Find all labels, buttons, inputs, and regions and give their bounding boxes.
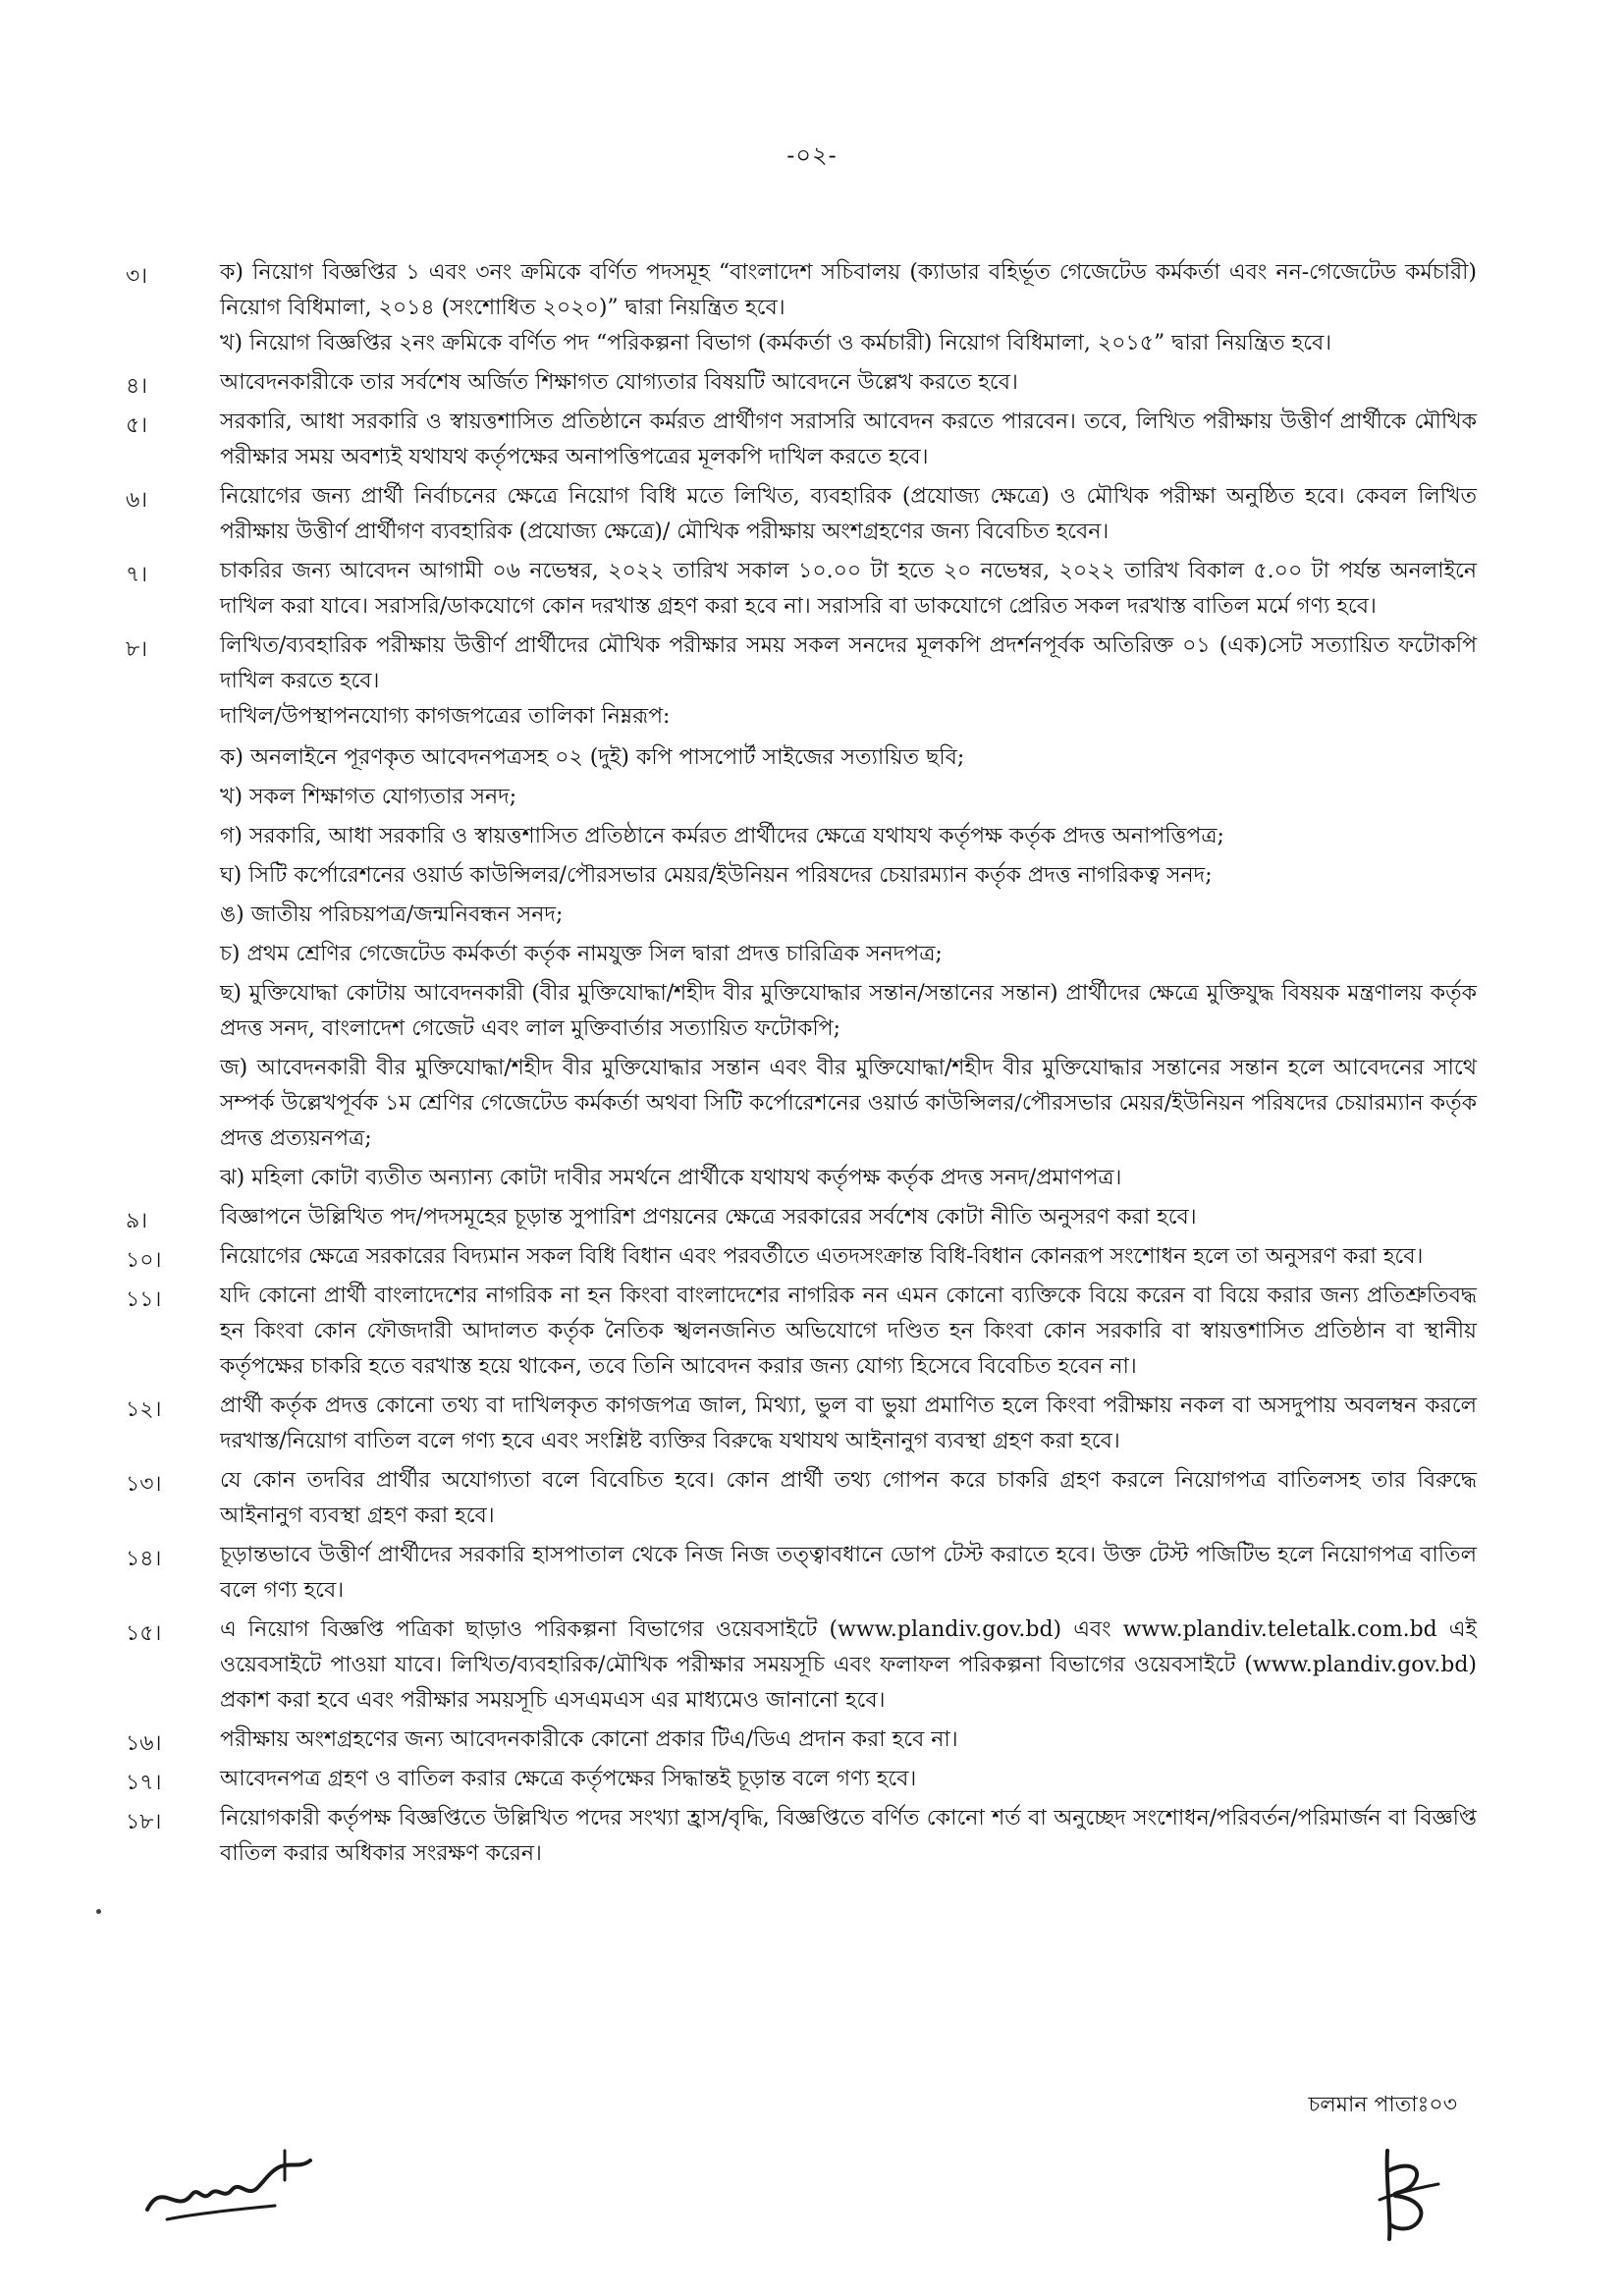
- checklist-item: জ) আবেদনকারী বীর মুক্তিযোদ্ধা/শহীদ বীর মুক্তিযোদ্ধার সন্তান এবং বীর মুক্তিযোদ্ধা/শহীদ বীর মুক্তিযোদ্ধার সন্তানের সন্তান হলে আবেদনের সাথে সম্পর্ক উল্লেখপূর্বক ১ম শ্রেণির গেজেটেড কর্মকর্তা অথবা সিটি কর্পোরেশনের ওয়ার্ড কাউন্সিলর/পৌরসভার মেয়র/ইউনিয়ন পরিষদের চেয়ারম্যান কর্তৃক প্রদত্ত প্রত্যয়নপত্র;: [220, 1056, 1477, 1151]
- clause-paragraph: চাকরির জন্য আবেদন আগামী ০৬ নভেম্বর, ২০২২ তারিখ সকাল ১০.০০ টা হতে ২০ নভেম্বর, ২০২২ তারিখ বিকাল ৫.০০ টা পর্যন্ত অনলাইনে দাখিল করা যাবে। সরাসরি/ডাকযোগে কোন দরখাস্ত গ্রহণ করা হবে না। সরাসরি বা ডাকযোগে প্রেরিত সকল দরখাস্ত বাতিল মর্মে গণ্য হবে।: [220, 559, 1477, 619]
- checklist-item: চ) প্রথম শ্রেণির গেজেটেড কর্মকর্তা কর্তৃক নামযুক্ত সিল দ্বারা প্রদত্ত চারিত্রিক সনদপত্র;: [220, 942, 943, 966]
- clause-body: [220, 1239, 1477, 1275]
- clause: [0, 1389, 1624, 1459]
- clause-body: [220, 1200, 1477, 1235]
- clause-paragraph: আবেদনপত্র গ্রহণ ও বাতিল করার ক্ষেত্রে কর্তৃপক্ষের সিদ্ধান্তই চূড়ান্ত বলে গণ্য হবে।: [220, 1767, 917, 1791]
- checklist-item: ছ) মুক্তিযোদ্ধা কোটায় আবেদনকারী (বীর মুক্তিযোদ্ধা/শহীদ বীর মুক্তিযোদ্ধার সন্তান/সন্তানের সন্তান) প্রার্থীদের ক্ষেত্রে মুক্তিযুদ্ধ বিষয়ক মন্ত্রণালয় কর্তৃক প্রদত্ত সনদ, বাংলাদেশ গেজেট এবং লাল মুক্তিবার্তার সত্যায়িত ফটোকপি;: [220, 981, 1477, 1041]
- clause-body: [220, 1279, 1477, 1385]
- clause-paragraph: খ) নিয়োগ বিজ্ঞপ্তির ২নং ক্রমিকে বর্ণিত পদ “পরিকল্পনা বিভাগ (কর্মকর্তা ও কর্মচারী) নিয়োগ বিধিমালা, ২০১৫” দ্বারা নিয়ন্ত্রিত হবে।: [220, 331, 1332, 355]
- clause: [0, 629, 1624, 1196]
- clause: [0, 479, 1624, 550]
- clause-number: ১৫।: [126, 1621, 162, 1646]
- clause: [0, 1239, 1624, 1275]
- clause-paragraph: পরীক্ষায় অংশগ্রহণের জন্য আবেদনকারীকে কোনো প্রকার টিএ/ডিএ প্রদান করা হবে না।: [220, 1727, 958, 1752]
- checklist-item: ঘ) সিটি কর্পোরেশনের ওয়ার্ড কাউন্সিলর/পৌরসভার মেয়র/ইউনিয়ন পরিষদের চেয়ারম্যান কর্তৃক প্রদত্ত নাগরিকত্ব সনদ;: [220, 863, 1213, 888]
- checklist-item: খ) সকল শিক্ষাগত যোগ্যতার সনদ;: [220, 785, 517, 809]
- clause-list: [0, 255, 1624, 1876]
- clause-paragraph: ক) নিয়োগ বিজ্ঞপ্তির ১ এবং ৩নং ক্রমিকে বর্ণিত পদসমূহ “বাংলাদেশ সচিবালয় (ক্যাডার বহির্ভূত গেজেটেড কর্মকর্তা এবং নন-গেজেটেড কর্মচারী) নিয়োগ বিধিমালা, ২০১৪ (সংশোধিত ২০২০)” দ্বারা নিয়ন্ত্রিত হবে।: [220, 260, 1477, 320]
- clause: [0, 255, 1624, 361]
- clause-body: [220, 1389, 1477, 1459]
- clause-paragraph: লিখিত/ব্যবহারিক পরীক্ষায় উত্তীর্ণ প্রার্থীদের মৌখিক পরীক্ষার সময় সকল সনদের মূলকপি প্রদর্শনপূর্বক অতিরিক্ত ০১ (এক)সেট সত্যায়িত ফটোকপি দাখিল করতে হবে।: [220, 633, 1477, 693]
- clause-number: ১৪।: [126, 1547, 162, 1571]
- clause-paragraph: এ নিয়োগ বিজ্ঞপ্তি পত্রিকা ছাড়াও পরিকল্পনা বিভাগের ওয়েবসাইটে (www.plandiv.gov.bd) এবং www.plandiv.teletalk.com.bd এই ওয়েবসাইটে পাওয়া যাবে। লিখিত/ব্যবহারিক/মৌখিক পরীক্ষার সময়সূচি এবং ফলাফল পরিকল্পনা বিভাগের ওয়েবসাইটে (www.plandiv.gov.bd) প্রকাশ করা হবে এবং পরীক্ষার সময়সূচি এসএমএস এর মাধ্যমেও জানানো হবে।: [220, 1617, 1477, 1713]
- clause-paragraph: আবেদনকারীকে তার সর্বশেষ অর্জিত শিক্ষাগত যোগ্যতার বিষয়টি আবেদনে উল্লেখ করতে হবে।: [220, 370, 1018, 395]
- clause-paragraph: সরকারি, আধা সরকারি ও স্বায়ত্তশাসিত প্রতিষ্ঠানে কর্মরত প্রার্থীগণ সরাসরি আবেদন করতে পারবেন। তবে, লিখিত পরীক্ষায় উত্তীর্ণ প্রার্থীকে মৌখিক পরীক্ষার সময় অবশ্যই যথাযথ কর্তৃপক্ষের অনাপত্তিপত্রের মূলকপি দাখিল করতে হবে।: [220, 410, 1477, 469]
- continued-note: চলমান পাতাঃ০৩: [1308, 2093, 1457, 2117]
- clause-number: ১১।: [126, 1287, 162, 1312]
- document-checklist: [220, 740, 1477, 1196]
- clause: [0, 405, 1624, 475]
- clause-paragraph: নিয়োগের জন্য প্রার্থী নির্বাচনের ক্ষেত্রে নিয়োগ বিধি মতে লিখিত, ব্যবহারিক (প্রযোজ্য ক্ষেত্রে) ও মৌখিক পরীক্ষা অনুষ্ঠিত হবে। কেবল লিখিত পরীক্ষায় উত্তীর্ণ প্রার্থীগণ ব্যবহারিক (প্রযোজ্য ক্ষেত্রে)/ মৌখিক পরীক্ষায় অংশগ্রহণের জন্য বিবেচিত হবেন।: [220, 484, 1477, 544]
- clause: [0, 1279, 1624, 1385]
- clause-number: ৬।: [126, 488, 148, 513]
- clause: [0, 1538, 1624, 1609]
- checklist-item: ঙ) জাতীয় পরিচয়পত্র/জন্মনিবন্ধন সনদ;: [220, 902, 564, 927]
- clause-paragraph: নিয়োগকারী কর্তৃপক্ষ বিজ্ঞপ্তিতে উল্লিখিত পদের সংখ্যা হ্রাস/বৃদ্ধি, বিজ্ঞপ্তিতে বর্ণিত কোনো শর্ত বা অনুচ্ছেদ সংশোধন/পরিবর্তন/পরিমার্জন বা বিজ্ঞপ্তি বাতিল করার অধিকার সংরক্ষণ করেন।: [220, 1806, 1477, 1866]
- clause-body: [220, 554, 1477, 625]
- clause: [0, 365, 1624, 401]
- clause-paragraph: যে কোন তদবির প্রার্থীর অযোগ্যতা বলে বিবেচিত হবে। কোন প্রার্থী তথ্য গোপন করে চাকরি গ্রহণ করলে নিয়োগপত্র বাতিলসহ তার বিরুদ্ধে আইনানুগ ব্যবস্থা গ্রহণ করা হবে।: [220, 1468, 1477, 1528]
- clause-body: [220, 479, 1477, 550]
- clause-paragraph: যদি কোনো প্রার্থী বাংলাদেশের নাগরিক না হন কিংবা বাংলাদেশের নাগরিক নন এমন কোনো ব্যক্তিকে বিয়ে করেন বা বিয়ে করার জন্য প্রতিশ্রুতিবদ্ধ হন কিংবা কোন ফৌজদারী আদালত কর্তৃক নৈতিক স্খলনজনিত অভিযোগে দণ্ডিত হন কিংবা কোন সরকারি বা স্বায়ত্তশাসিত প্রতিষ্ঠান বা স্থানীয় কর্তৃপক্ষের চাকরি হতে বরখাস্ত হয়ে থাকেন, তবে তিনি আবেদন করার জন্য যোগ্য হিসেবে বিবেচিত হবেন না।: [220, 1284, 1477, 1379]
- clause-paragraph: নিয়োগের ক্ষেত্রে সরকারের বিদ্যমান সকল বিধি বিধান এবং পরবর্তীতে এতদসংক্রান্ত বিধি-বিধান কোনরূপ সংশোধন হলে তা অনুসরণ করা হবে।: [220, 1244, 1424, 1269]
- clause-number: ১২।: [126, 1397, 162, 1422]
- clause-body: [220, 1722, 1477, 1758]
- clause-number: ৪।: [126, 374, 148, 399]
- clause-body: [220, 1801, 1477, 1872]
- clause-number: ১৬।: [126, 1731, 162, 1756]
- clause: [0, 1463, 1624, 1534]
- clause-body: [220, 629, 1477, 1196]
- clause-body: [220, 1463, 1477, 1534]
- margin-dot: [96, 1909, 101, 1914]
- clause-number: ৮।: [126, 637, 148, 662]
- clause-number: ৩।: [126, 264, 148, 289]
- clause-number: ১৩।: [126, 1472, 162, 1497]
- clause: [0, 1722, 1624, 1758]
- checklist-item: গ) সরকারি, আধা সরকারি ও স্বায়ত্তশাসিত প্রতিষ্ঠানে কর্মরত প্রার্থীদের ক্ষেত্রে যথাযথ কর্তৃপক্ষ কর্তৃক প্রদত্ত অনাপত্তিপত্র;: [220, 824, 1224, 848]
- clause-paragraph: দাখিল/উপস্থাপনযোগ্য কাগজপত্রের তালিকা নিম্নরূপ:: [220, 704, 671, 729]
- clause-number: ১৮।: [126, 1810, 162, 1834]
- clause-body: [220, 365, 1477, 401]
- clause: [0, 554, 1624, 625]
- clause-number: ৭।: [126, 563, 148, 587]
- clause-body: [220, 255, 1477, 361]
- handwritten-initials-icon: [1370, 2141, 1448, 2249]
- clause-body: [220, 1762, 1477, 1797]
- clause-paragraph: বিজ্ঞাপনে উল্লিখিত পদ/পদসমূহের চূড়ান্ত সুপারিশ প্রণয়নের ক্ষেত্রে সরকারের সর্বশেষ কোটা নীতি অনুসরণ করা হবে।: [220, 1205, 1197, 1230]
- clause-paragraph: চূড়ান্তভাবে উত্তীর্ণ প্রার্থীদের সরকারি হাসপাতাল থেকে নিজ নিজ তত্ত্বাবধানে ডোপ টেস্ট করাতে হবে। উক্ত টেস্ট পজিটিভ হলে নিয়োগপত্র বাতিল বলে গণ্য হবে।: [220, 1543, 1477, 1603]
- clause-number: ১০।: [126, 1248, 162, 1273]
- clause: [0, 1801, 1624, 1872]
- clause-number: ৯।: [126, 1209, 148, 1233]
- clause-paragraph: প্রার্থী কর্তৃক প্রদত্ত কোনো তথ্য বা দাখিলকৃত কাগজপত্র জাল, মিথ্যা, ভুল বা ভুয়া প্রমাণিত হলে কিংবা পরীক্ষায় নকল বা অসদুপায় অবলম্বন করলে দরখাস্ত/নিয়োগ বাতিল বলে গণ্য হবে এবং সংশ্লিষ্ট ব্যক্তির বিরুদ্ধে যথাযথ আইনানুগ ব্যবস্থা গ্রহণ করা হবে।: [220, 1394, 1477, 1453]
- clause-body: [220, 405, 1477, 475]
- clause-number: ৫।: [126, 413, 148, 438]
- checklist-item: ক) অনলাইনে পূরণকৃত আবেদনপত্রসহ ০২ (দুই) কপি পাসপোর্ট সাইজের সত্যায়িত ছবি;: [220, 745, 965, 770]
- clause-body: [220, 1538, 1477, 1609]
- handwritten-signature-icon: [137, 2141, 324, 2229]
- clause: [0, 1762, 1624, 1797]
- checklist-item: ঝ) মহিলা কোটা ব্যতীত অন্যান্য কোটা দাবীর সমর্থনে প্রার্থীকে যথাযথ কর্তৃপক্ষ কর্তৃক প্রদত্ত সনদ/প্রমাণপত্র।: [220, 1166, 1122, 1190]
- clause-number: ১৭।: [126, 1771, 162, 1795]
- clause-body: [220, 1613, 1477, 1719]
- page-number: -০২-: [786, 141, 838, 169]
- clause: [0, 1200, 1624, 1235]
- clause: [0, 1613, 1624, 1719]
